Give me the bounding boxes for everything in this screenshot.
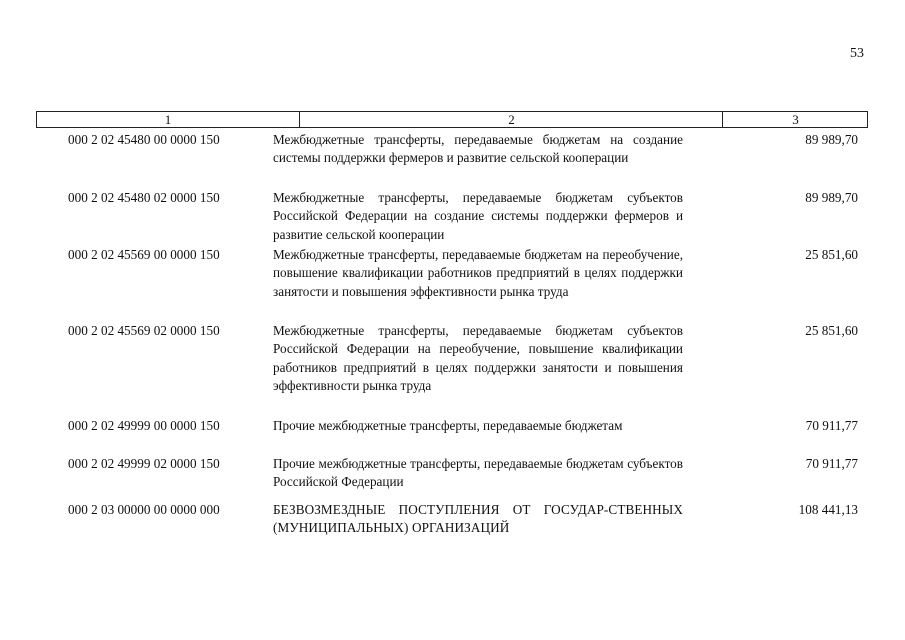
- header-col-3: 3: [722, 112, 868, 127]
- row-description: Межбюджетные трансферты, передаваемые бюджетам субъектов Российской Федерации на переобучение, повышение квалификации работников предприятий в целях поддержки занятости и повышения эффективности рынка труда: [273, 323, 683, 394]
- row-description: Прочие межбюджетные трансферты, передаваемые бюджетам: [273, 418, 623, 433]
- budget-code: 000 2 02 45569 00 0000 150: [68, 247, 220, 262]
- row-description: Межбюджетные трансферты, передаваемые бюджетам на переобучение, повышение квалификации работников предприятий в целях поддержки занятости и повышения эффективности рынка труда: [273, 247, 683, 299]
- budget-code: 000 2 03 00000 00 0000 000: [68, 502, 220, 517]
- budget-code: 000 2 02 45480 02 0000 150: [68, 190, 220, 205]
- header-col-1: 1: [164, 112, 172, 127]
- row-description: БЕЗВОЗМЕЗДНЫЕ ПОСТУПЛЕНИЯ ОТ ГОСУДАР-СТВЕННЫХ (МУНИЦИПАЛЬНЫХ) ОРГАНИЗАЦИЙ: [273, 502, 683, 536]
- budget-code: 000 2 02 49999 02 0000 150: [68, 456, 220, 471]
- row-amount: 70 911,77: [805, 418, 858, 433]
- header-col-2: 2: [299, 112, 723, 127]
- row-amount: 25 851,60: [805, 323, 858, 338]
- row-amount: 70 911,77: [805, 456, 858, 471]
- row-description: Прочие межбюджетные трансферты, передаваемые бюджетам субъектов Российской Федерации: [273, 456, 683, 490]
- row-amount: 108 441,13: [798, 502, 858, 517]
- row-description: Межбюджетные трансферты, передаваемые бюджетам субъектов Российской Федерации на создание системы поддержки фермеров и развитие сельской кооперации: [273, 190, 683, 242]
- budget-code: 000 2 02 45480 00 0000 150: [68, 132, 220, 147]
- budget-code: 000 2 02 49999 00 0000 150: [68, 418, 220, 433]
- row-description: Межбюджетные трансферты, передаваемые бюджетам на создание системы поддержки фермеров и развитие сельской кооперации: [273, 132, 683, 166]
- row-amount: 89 989,70: [805, 190, 858, 205]
- row-amount: 25 851,60: [805, 247, 858, 262]
- page-number: 53: [850, 46, 864, 61]
- budget-code: 000 2 02 45569 02 0000 150: [68, 323, 220, 338]
- row-amount: 89 989,70: [805, 132, 858, 147]
- table-header-row: [36, 111, 868, 128]
